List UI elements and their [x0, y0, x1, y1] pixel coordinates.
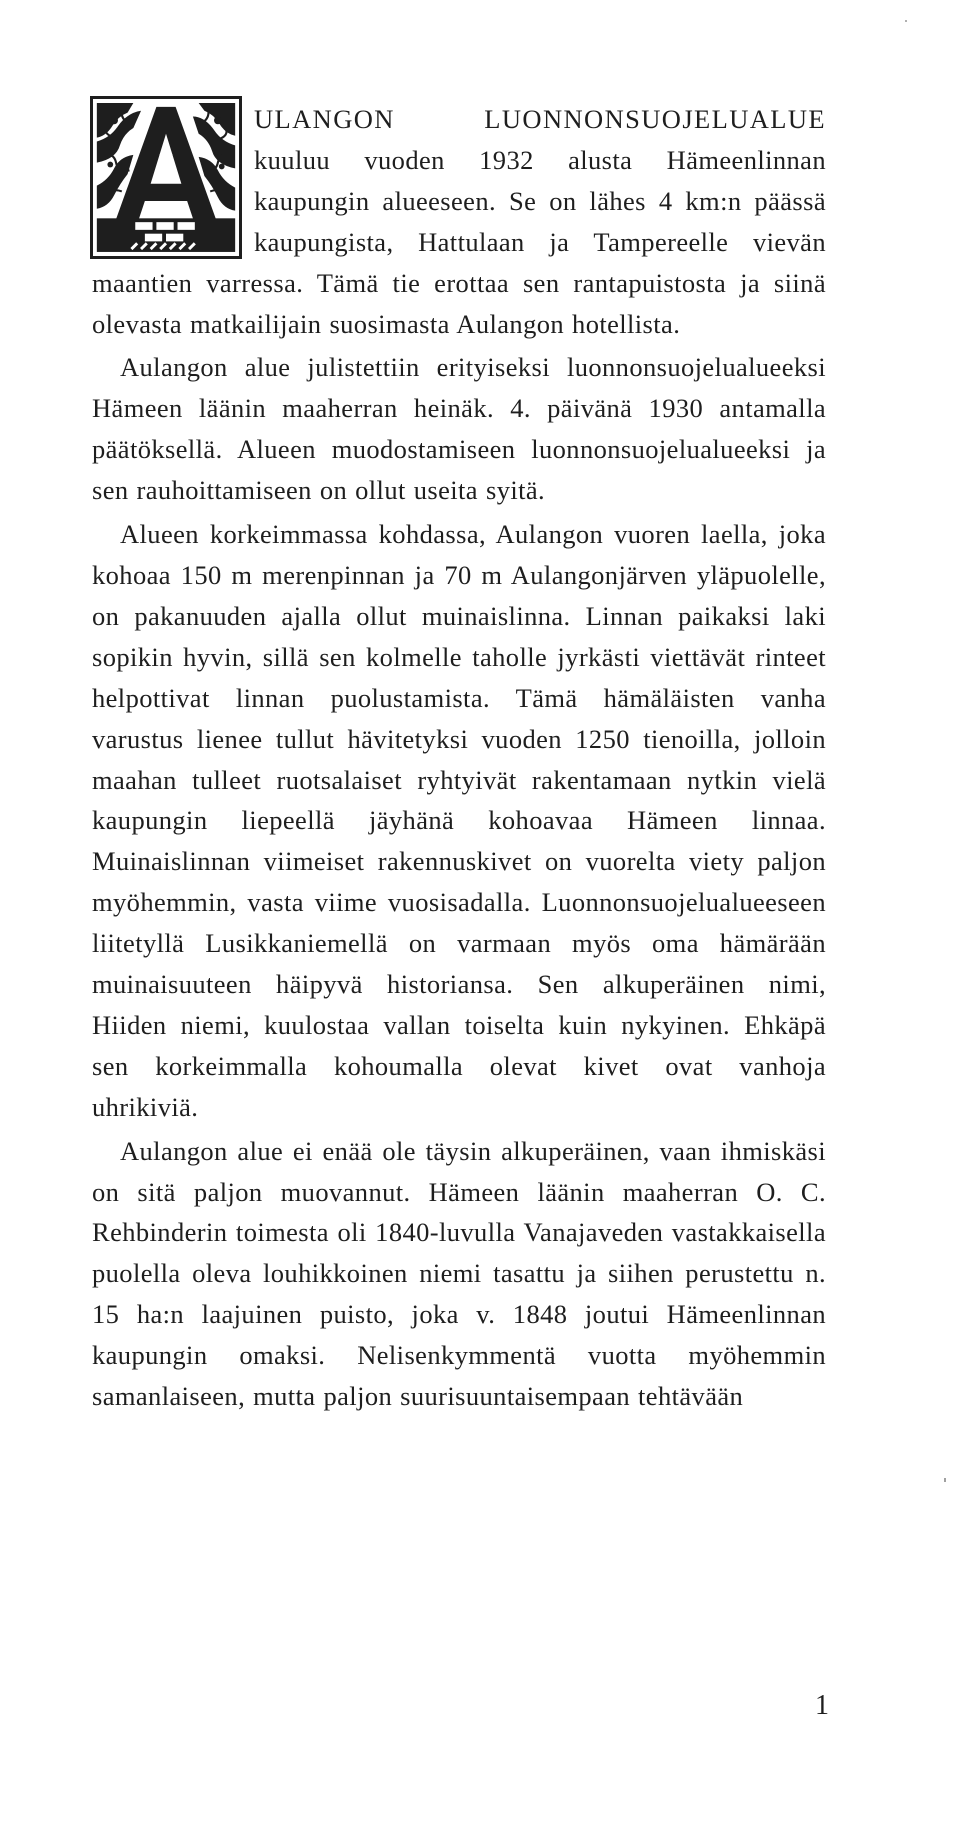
- paragraph-text: Aulangon alue julistettiin erityiseksi luonnonsuojelualueeksi Hämeen läänin maaherran heinäk. 4. päivänä 1930 antamalla päätöksellä. Alueen muodostamiseen luonnonsuojelualueeksi ja sen rauhoittamiseen on ollut useita syitä.: [92, 352, 826, 506]
- paragraph-text: Aulangon alue ei enää ole täysin alkuperäinen, vaan ihmiskäsi on sitä paljon muovannut. Hämeen läänin maaherran O. C. Rehbinderin toimesta oli 1840-luvulla Vanajaveden vastakkaisella puolella oleva louhikkoinen niemi tasattu ja siihen perustettu n. 15 ha:n laajuinen puisto, joka v. 1848 joutui Hämeenlinnan kaupungin omaksi. Nelisenkymmentä vuotta myöhemmin samanlaiseen, mutta paljon suurisuuntaisempaan tehtävään: [92, 1135, 826, 1412]
- page-number: 1: [815, 1690, 829, 1721]
- paragraph-1: [92, 99, 826, 344]
- ornamental-initial-icon: [90, 96, 242, 259]
- body-text: [92, 99, 826, 1420]
- paragraph-3: [92, 514, 826, 1128]
- scan-speck: [905, 20, 907, 22]
- paragraph-text: kuuluu vuoden 1932 alusta Hämeenlinnan kaupungin alueeseen. Se on lähes 4 km:n päässä kaupungista, Hattulaan ja Tampereelle vievän maantien varressa. Tämä tie erottaa sen rantapuistosta ja siinä olevasta matkailijain suosimasta Aulangon hotellista.: [92, 144, 826, 339]
- opening-caps: ULANGON LUONNONSUOJELUALUE: [254, 104, 826, 134]
- scan-speck: [944, 1478, 946, 1482]
- paragraph-text: Alueen korkeimmassa kohdassa, Aulangon vuoren laella, joka kohoaa 150 m merenpinnan ja 70 m Aulangonjärven yläpuolelle, on pakanuuden ajalla ollut muinaislinna. Linnan paikaksi laki sopikin hyvin, sillä sen kolmelle taholle jyrkästi viettävät rinteet helpottivat linnan puolustamista. Tämä hämäläisten vanha varustus lienee tullut hävitetyksi vuoden 1250 tienoilla, jolloin maahan tulleet ruotsalaiset ryhtyivät rakentamaan nytkin vielä kaupungin liepeellä jäyhänä kohoavaa Hämeen linnaa. Muinaislinnan viimeiset rakennuskivet on vuorelta viety paljon myöhemmin, vasta viime vuosisadalla. Luonnonsuojelualueeseen liitetyllä Lusikkaniemellä on varmaan myös oma hämärään muinaisuuteen häipyvä historiansa. Sen alkuperäinen nimi, Hiiden niemi, kuulostaa vallan toiselta kuin nykyinen. Ehkäpä sen korkeimmalla kohoumalla olevat kivet ovat vanhoja uhrikiviä.: [92, 519, 826, 1122]
- paragraph-4: [92, 1131, 826, 1417]
- paragraph-2: [92, 347, 826, 511]
